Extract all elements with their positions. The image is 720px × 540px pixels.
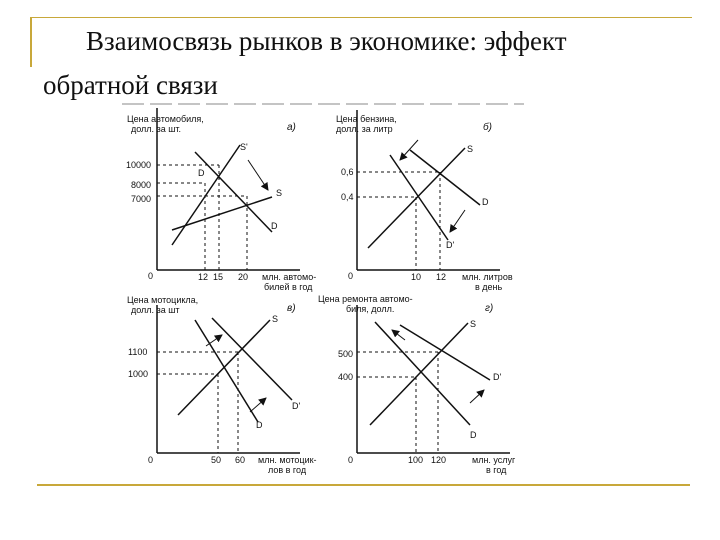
- panel-c-shift-arrow-down: [250, 398, 266, 412]
- panel-a-label-s-prime: S': [240, 142, 248, 152]
- panel-a-xtick-15: 15: [213, 272, 224, 282]
- panel-b-xtick-12: 12: [436, 272, 447, 282]
- panel-a-ytick-7000: 7000: [131, 194, 152, 204]
- panel-b-label-d-prime: D': [446, 240, 455, 250]
- panel-b-xlabel-1: млн. литров: [462, 272, 513, 282]
- panel-c-origin: 0: [148, 455, 154, 465]
- panel-c-tag: в): [287, 303, 296, 314]
- panel-d-xtick-100: 100: [408, 455, 424, 465]
- panel-d-origin: 0: [348, 455, 354, 465]
- panel-a-xtick-20: 20: [238, 272, 249, 282]
- panel-a-ytick-10000: 10000: [126, 160, 152, 170]
- panel-d-xlabel-1: млн. услуг: [472, 455, 516, 465]
- panel-d-ylabel-2: биля, долл.: [346, 304, 395, 314]
- panel-d-shift-arrow-down: [470, 390, 484, 403]
- panel-d-curve-d: [375, 322, 470, 425]
- panel-b-label-d: D: [482, 197, 489, 207]
- panel-a-origin: 0: [148, 271, 154, 281]
- panel-c-xlabel-1: млн. мотоцик-: [258, 455, 317, 465]
- panel-a-label-s: S: [276, 188, 283, 198]
- panel-b-shift-arrow-down: [450, 210, 465, 232]
- slide-title-line-2: обратной связи: [43, 70, 218, 100]
- panel-a-label-d: D: [271, 221, 278, 231]
- panel-c-xtick-60: 60: [235, 455, 246, 465]
- panel-a-xlabel-1: млн. автомо-: [262, 272, 317, 282]
- panel-b-xtick-10: 10: [411, 272, 422, 282]
- panel-c-curve-d-prime: [212, 318, 292, 400]
- panel-a-curve-d: [195, 152, 272, 232]
- panel-d-xtick-120: 120: [431, 455, 447, 465]
- panel-a-ylabel-2: долл. за шт.: [131, 124, 182, 134]
- panel-c-label-d: D: [256, 420, 263, 430]
- panel-c-curve-d: [195, 320, 258, 422]
- panel-b-shift-arrow-up: [400, 140, 418, 160]
- panel-d-xlabel-2: в год: [486, 465, 507, 475]
- panel-a-label-d-inner: D: [198, 168, 205, 178]
- panel-a-xlabel-2: билей в год: [264, 282, 313, 292]
- panel-c-ytick-1000: 1000: [128, 369, 149, 379]
- panel-b-ylabel-1: Цена бензина,: [336, 114, 397, 124]
- panel-b-curve-d: [410, 150, 480, 205]
- panel-d-ylabel-1: Цена ремонта автомо-: [318, 294, 413, 304]
- panel-a-tag: а): [287, 122, 296, 133]
- panel-a-curve-s: [172, 197, 272, 230]
- panel-motorcycles: [127, 295, 317, 475]
- panel-b-tag: б): [483, 122, 492, 133]
- accent-bottom-rule: [37, 484, 690, 486]
- panel-c-ylabel-2: долл. за шт: [131, 305, 180, 315]
- panel-d-label-d-prime: D': [493, 372, 502, 382]
- panel-gasoline: [336, 110, 513, 292]
- panel-c-ylabel-1: Цена мотоцикла,: [127, 295, 199, 305]
- panel-c-label-s: S: [272, 314, 279, 324]
- panel-d-shift-arrow-up: [392, 330, 405, 340]
- panel-d-tag: г): [485, 303, 494, 314]
- panel-b-ytick-0-4: 0,4: [341, 192, 354, 202]
- panel-d-label-s: S: [470, 319, 477, 329]
- panel-b-ylabel-2: долл. за литр: [336, 124, 393, 134]
- panel-c-xlabel-2: лов в год: [268, 465, 307, 475]
- panel-d-label-d: D: [470, 430, 477, 440]
- panel-b-curve-d-prime: [390, 155, 448, 240]
- panel-b-ytick-0-6: 0,6: [341, 167, 354, 177]
- panel-d-ytick-400: 400: [338, 372, 354, 382]
- panel-b-label-s: S: [467, 144, 474, 154]
- panel-cars: [126, 108, 316, 292]
- panel-c-label-d-prime: D': [292, 401, 301, 411]
- panel-c-xtick-50: 50: [211, 455, 222, 465]
- panel-a-ytick-8000: 8000: [131, 180, 152, 190]
- panel-a-curve-s-prime: [172, 145, 240, 245]
- panel-b-xlabel-2: в день: [475, 282, 503, 292]
- panel-d-curve-s: [370, 323, 468, 425]
- panel-a-xtick-12: 12: [198, 272, 209, 282]
- panel-c-ytick-1100: 1100: [128, 347, 148, 357]
- panel-a-ylabel-1: Цена автомобиля,: [127, 114, 204, 124]
- panel-b-origin: 0: [348, 271, 354, 281]
- panel-car-repair: [318, 294, 516, 475]
- slide-title-line-1: Взаимосвязь рынков в экономике: эффект: [86, 26, 567, 56]
- panel-a-shift-arrow: [248, 160, 268, 190]
- panel-d-ytick-500: 500: [338, 349, 354, 359]
